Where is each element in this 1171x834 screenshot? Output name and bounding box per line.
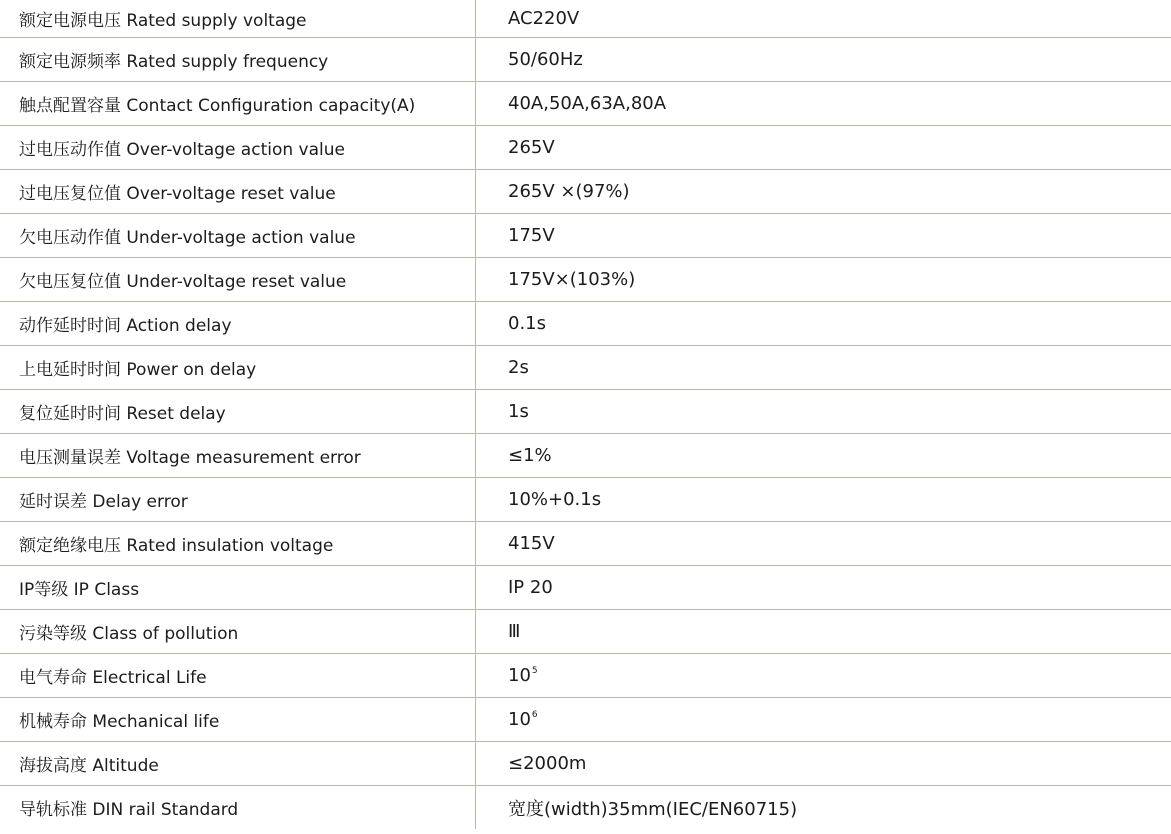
row-value: ≤1%: [476, 434, 1171, 478]
row-label: 电压测量误差 Voltage measurement error: [0, 434, 476, 478]
table-row: [0, 610, 1171, 654]
table-row: [0, 478, 1171, 522]
table-row: [0, 786, 1171, 830]
row-label: 延时误差 Delay error: [0, 478, 476, 522]
table-row: [0, 346, 1171, 390]
row-value: [476, 698, 1171, 742]
table-row: [0, 434, 1171, 478]
row-value: AC220V: [476, 0, 1171, 38]
table-row: [0, 126, 1171, 170]
table-row: [0, 0, 1171, 38]
value-exponent: 5: [531, 666, 538, 676]
row-label: 污染等级 Class of pollution: [0, 610, 476, 654]
row-label: 海拔高度 Altitude: [0, 742, 476, 786]
table-row: [0, 654, 1171, 698]
table-row: [0, 258, 1171, 302]
row-value: 10%+0.1s: [476, 478, 1171, 522]
row-value: 1s: [476, 390, 1171, 434]
value-base: 10: [508, 665, 531, 686]
row-value: 265V: [476, 126, 1171, 170]
table-row: [0, 82, 1171, 126]
table-row: [0, 566, 1171, 610]
row-label: 额定电源频率 Rated supply frequency: [0, 38, 476, 82]
row-value: 0.1s: [476, 302, 1171, 346]
value-exponent: 6: [531, 710, 538, 720]
row-label: 电气寿命 Electrical Life: [0, 654, 476, 698]
row-label: 机械寿命 Mechanical life: [0, 698, 476, 742]
row-value: 50/60Hz: [476, 38, 1171, 82]
table-row: [0, 522, 1171, 566]
row-value: 宽度(width)35mm(IEC/EN60715): [508, 798, 798, 820]
row-value: ≤2000m: [476, 742, 1171, 786]
row-label: 复位延时时间 Reset delay: [0, 390, 476, 434]
table-row: [0, 38, 1171, 82]
row-value: 175V: [476, 214, 1171, 258]
row-label: 导轨标准 DIN rail Standard: [0, 786, 476, 830]
row-label: 过电压动作值 Over-voltage action value: [0, 126, 476, 170]
row-value: 2s: [476, 346, 1171, 390]
row-label: 过电压复位值 Over-voltage reset value: [0, 170, 476, 214]
row-label: IP等级 IP Class: [0, 566, 476, 610]
row-value: 175V×(103%): [476, 258, 1171, 302]
table-row: [0, 214, 1171, 258]
table-row: [0, 390, 1171, 434]
row-value: IP 20: [476, 566, 1171, 610]
row-value: Ⅲ: [476, 610, 1171, 654]
table-row: [0, 742, 1171, 786]
row-label: 触点配置容量 Contact Configuration capacity(A): [0, 82, 476, 126]
row-label: 欠电压复位值 Under-voltage reset value: [0, 258, 476, 302]
table-row: [0, 302, 1171, 346]
row-value: [476, 654, 1171, 698]
row-label: 动作延时时间 Action delay: [0, 302, 476, 346]
row-value: 40A,50A,63A,80A: [476, 82, 1171, 126]
row-value: 415V: [476, 522, 1171, 566]
value-base: 10: [508, 709, 531, 730]
row-label: 上电延时时间 Power on delay: [0, 346, 476, 390]
row-label: 额定绝缘电压 Rated insulation voltage: [0, 522, 476, 566]
table-row: [0, 170, 1171, 214]
row-label: 欠电压动作值 Under-voltage action value: [0, 214, 476, 258]
table-row: [0, 698, 1171, 742]
row-label: 额定电源电压 Rated supply voltage: [0, 0, 476, 38]
row-value: 265V ×(97%): [476, 170, 1171, 214]
